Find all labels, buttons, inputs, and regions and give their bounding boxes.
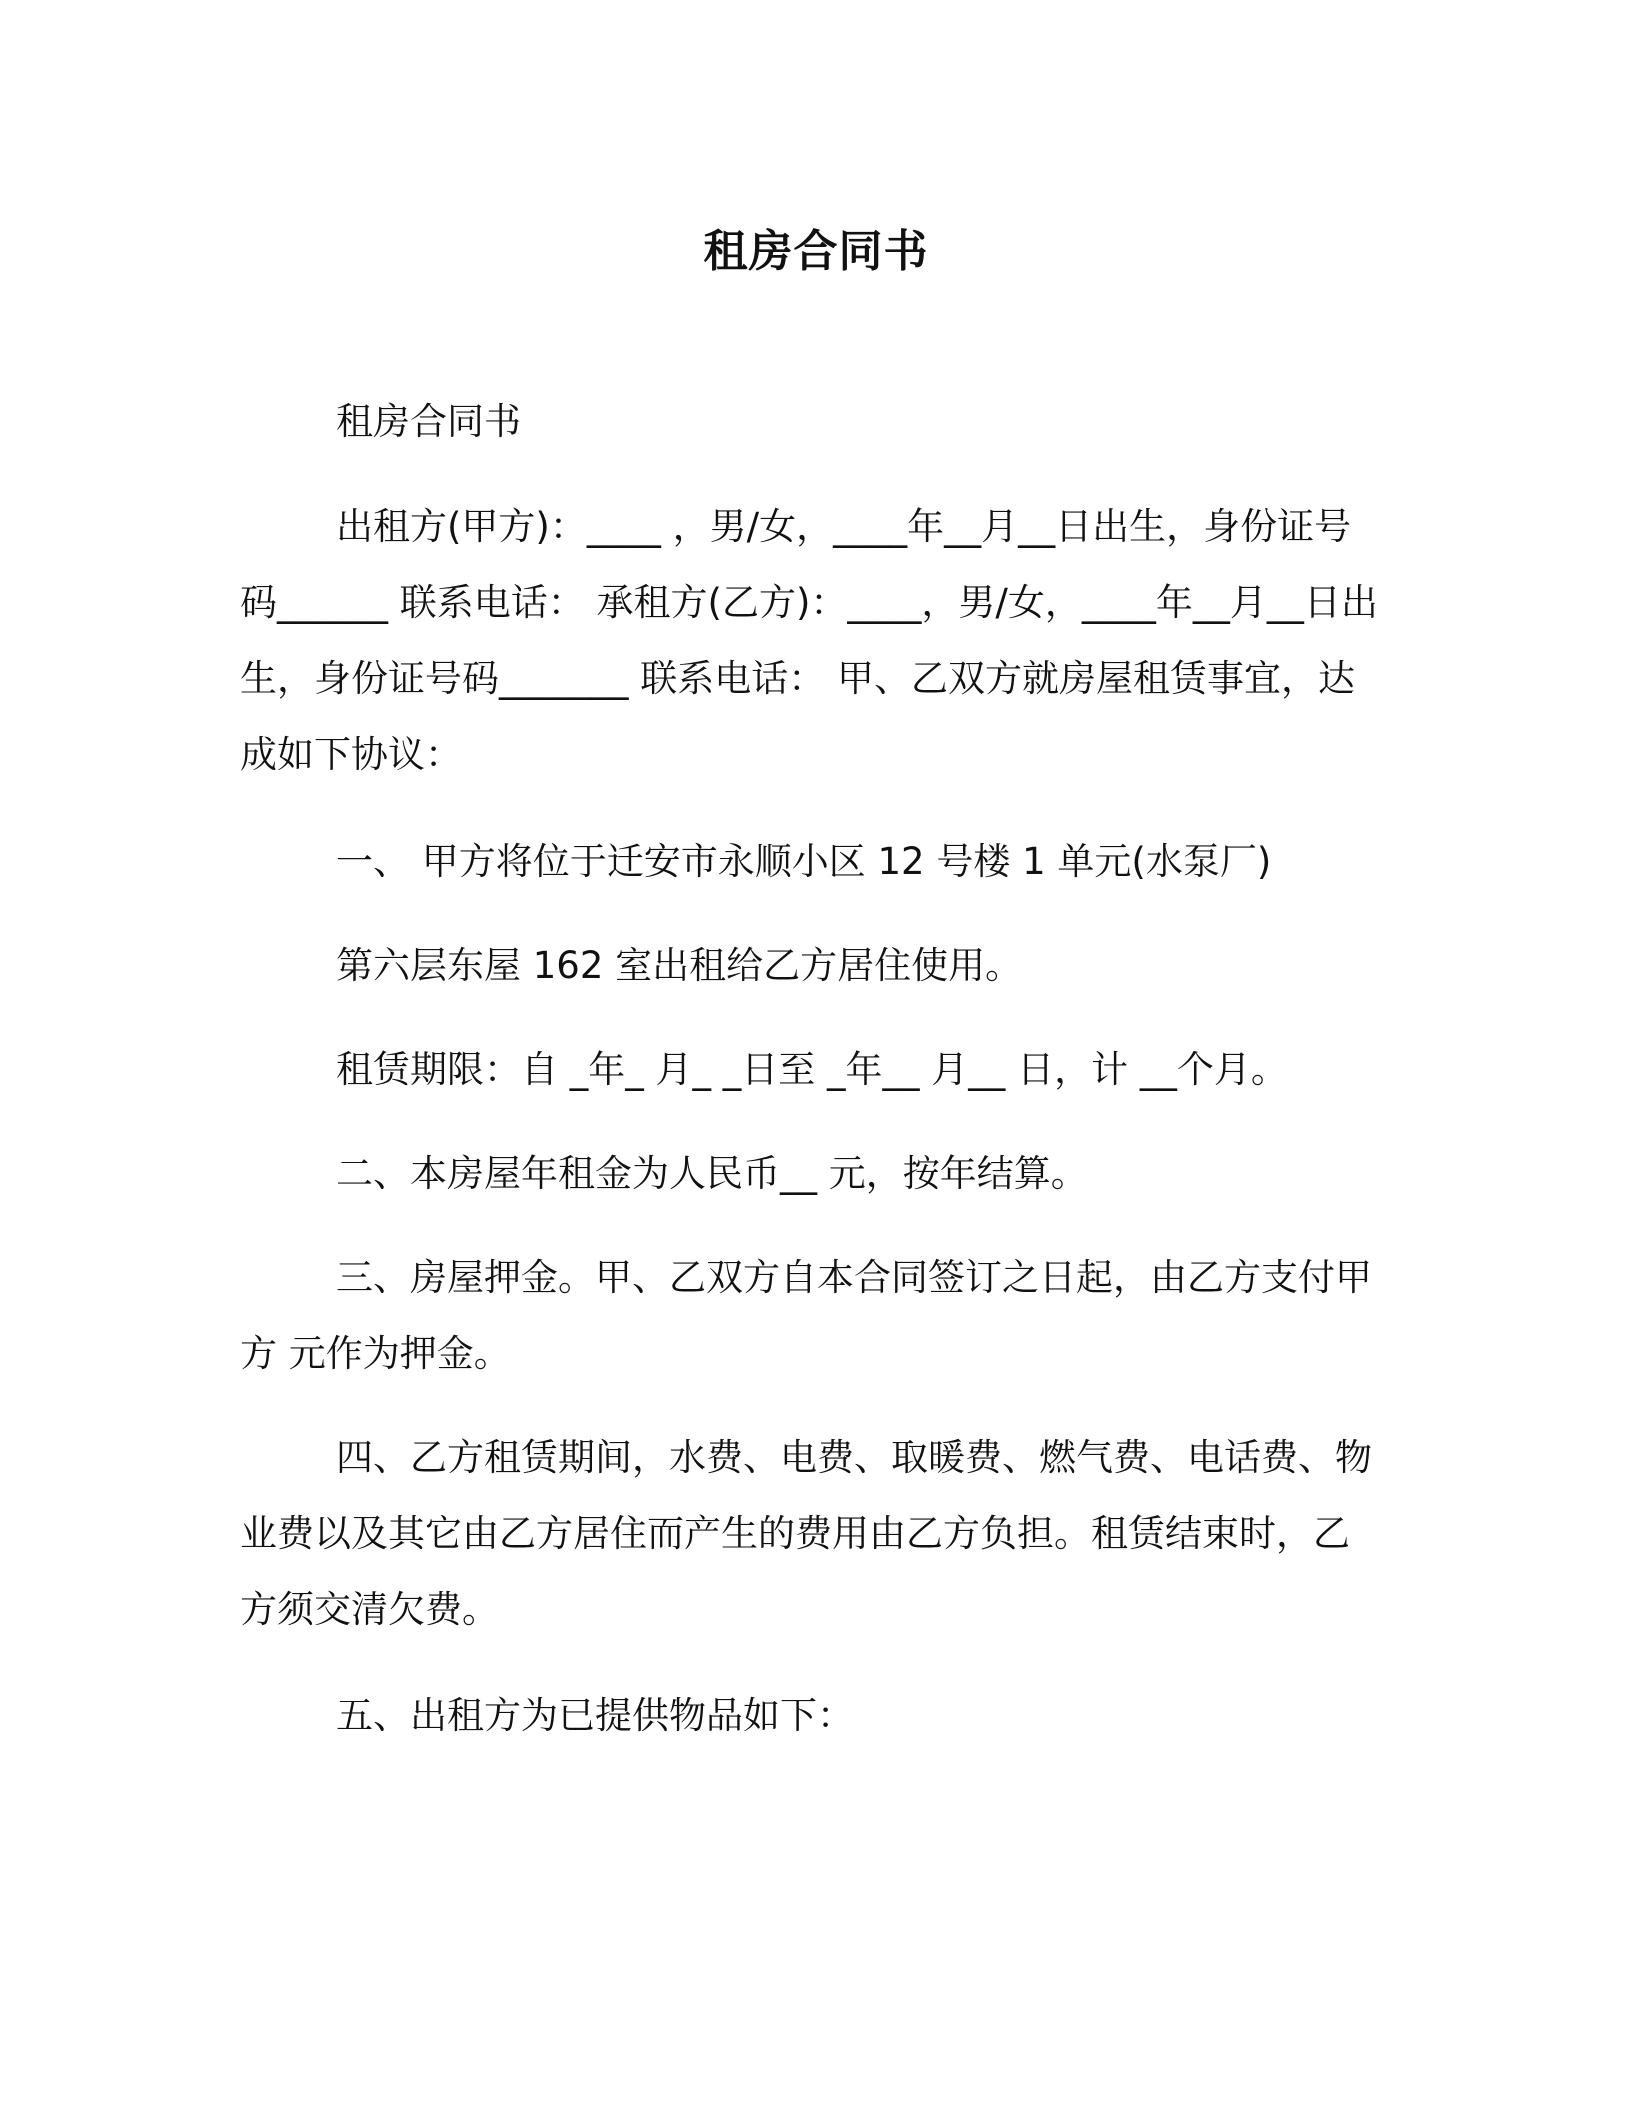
paragraph-clause-2: 二、本房屋年租金为人民币__ 元，按年结算。 <box>336 1152 1088 1195</box>
paragraph-clause-1: 一、 甲方将位于迁安市永顺小区 12 号楼 1 单元(水泵厂) <box>336 840 1272 883</box>
paragraph-parties: 出租方(甲方)：____ ，男/女，____年__月__日出生，身份证号码______ 联系电话： 承租方(乙方)：____，男/女，____年__月__日出生，身份证号码_______ 联系电话： 甲、乙双方就房屋租赁事宜，达成如下协议： <box>240 505 1378 776</box>
paragraph-lease-term: 租赁期限：自 _年_ 月_ _日至 _年__ 月__ 日，计 __个月。 <box>336 1048 1288 1091</box>
paragraph-clause-5: 五、出租方为已提供物品如下： <box>336 1694 854 1737</box>
paragraph-clause-1-room: 第六层东屋 162 室出租给乙方居住使用。 <box>336 944 1023 987</box>
paragraph-heading: 租房合同书 <box>336 400 521 443</box>
document-title: 租房合同书 <box>703 226 929 277</box>
paragraph-clause-4: 四、乙方租赁期间，水费、电费、取暖费、燃气费、电话费、物业费以及其它由乙方居住而产生的费用由乙方负担。租赁结束时，乙方须交清欠费。 <box>240 1436 1372 1631</box>
paragraph-clause-3: 三、房屋押金。甲、乙双方自本合同签订之日起，由乙方支付甲方 元作为押金。 <box>240 1256 1372 1375</box>
